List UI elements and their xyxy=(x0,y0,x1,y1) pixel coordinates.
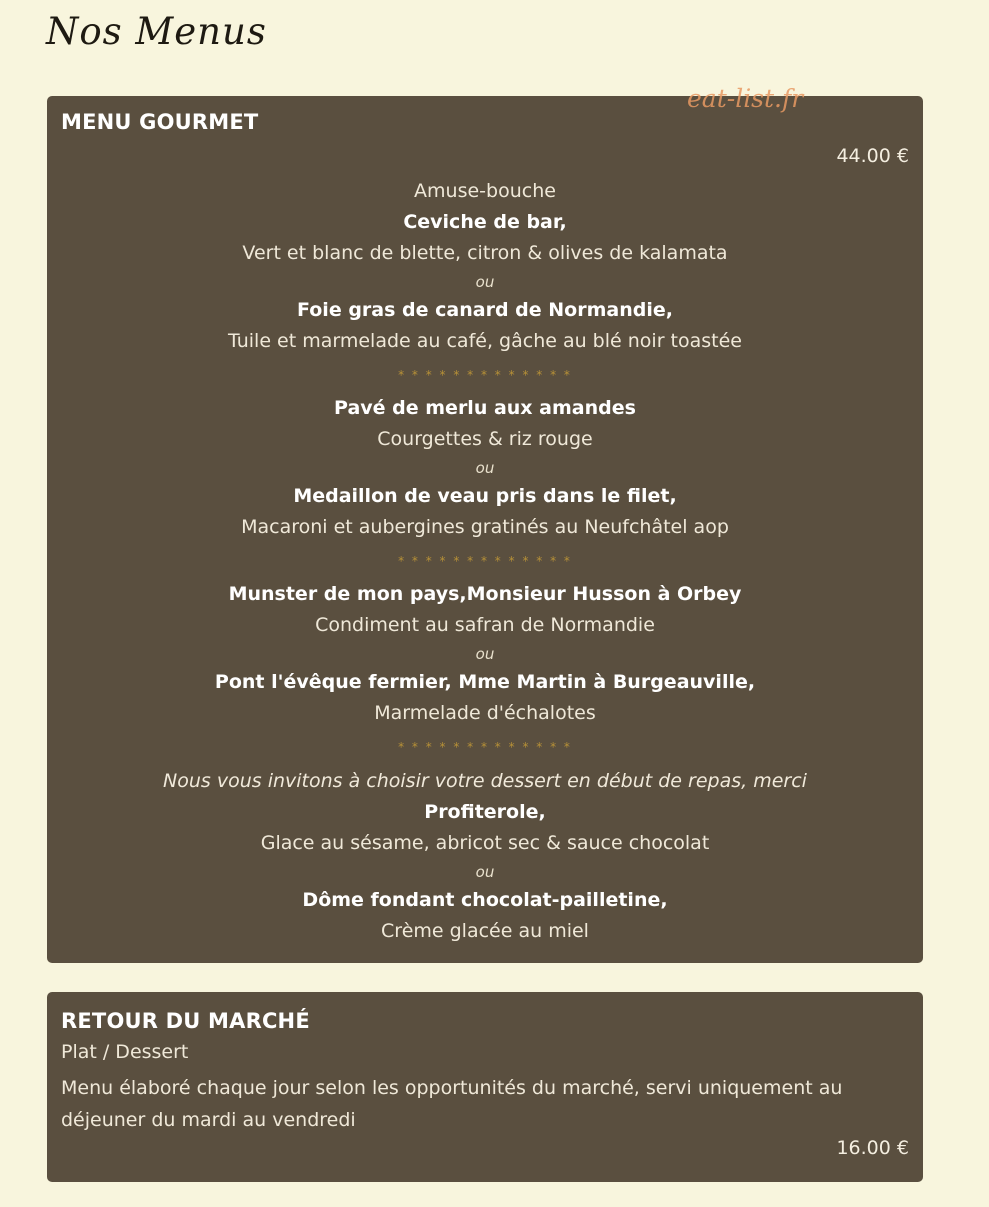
menu-gourmet-price: 44.00 € xyxy=(836,145,909,167)
dish-description: Courgettes & riz rouge xyxy=(377,428,593,450)
or-separator: ou xyxy=(475,645,495,663)
dish-description: Vert et blanc de blette, citron & olives de kalamata xyxy=(242,242,728,264)
dish-name: Profiterole, xyxy=(424,801,546,823)
dish-name: Medaillon de veau pris dans le filet, xyxy=(293,485,677,507)
page-title: Nos Menus xyxy=(46,10,267,53)
retour-marche-card xyxy=(47,992,923,1182)
dish-name: Pont l'évêque fermier, Mme Martin à Burgeauville, xyxy=(214,671,756,693)
dish-description: Condiment au safran de Normandie xyxy=(315,614,655,636)
dish-name: Foie gras de canard de Normandie, xyxy=(297,299,673,321)
menu-gourmet-card xyxy=(47,84,923,963)
retour-marche-price: 16.00 € xyxy=(836,1137,909,1159)
menu-gourmet-title: MENU GOURMET xyxy=(61,110,259,134)
dish-name: Dôme fondant chocolat-pailletine, xyxy=(302,889,668,911)
retour-marche-description: Menu élaboré chaque jour selon les opportunités du marché, servi uniquement au déjeuner du mardi au vendredi xyxy=(61,1077,843,1131)
amuse-bouche: Amuse-bouche xyxy=(414,180,556,202)
dish-description: Macaroni et aubergines gratinés au Neufchâtel aop xyxy=(241,516,729,538)
dessert-note: Nous vous invitons à choisir votre dessert en début de repas, merci xyxy=(163,770,807,792)
dish-description: Tuile et marmelade au café, gâche au blé noir toastée xyxy=(228,330,742,352)
watermark: eat-list.fr xyxy=(687,84,804,113)
dish-description: Marmelade d'échalotes xyxy=(374,702,596,724)
dish-description: Crème glacée au miel xyxy=(381,920,589,942)
dish-name: Pavé de merlu aux amandes xyxy=(334,397,636,419)
menu-gourmet-courses xyxy=(47,176,923,947)
dish-name: Ceviche de bar, xyxy=(403,211,567,233)
or-separator: ou xyxy=(475,273,495,291)
retour-marche-subtitle: Plat / Dessert xyxy=(61,1041,189,1063)
dish-description: Glace au sésame, abricot sec & sauce chocolat xyxy=(260,832,710,854)
dish-name: Munster de mon pays,Monsieur Husson à Orbey xyxy=(228,583,742,605)
or-separator: ou xyxy=(475,863,495,881)
star-divider: * * * * * * * * * * * * * xyxy=(398,740,572,754)
star-divider: * * * * * * * * * * * * * xyxy=(398,368,572,382)
retour-marche-title: RETOUR DU MARCHÉ xyxy=(61,1009,310,1033)
star-divider: * * * * * * * * * * * * * xyxy=(398,554,572,568)
or-separator: ou xyxy=(475,459,495,477)
